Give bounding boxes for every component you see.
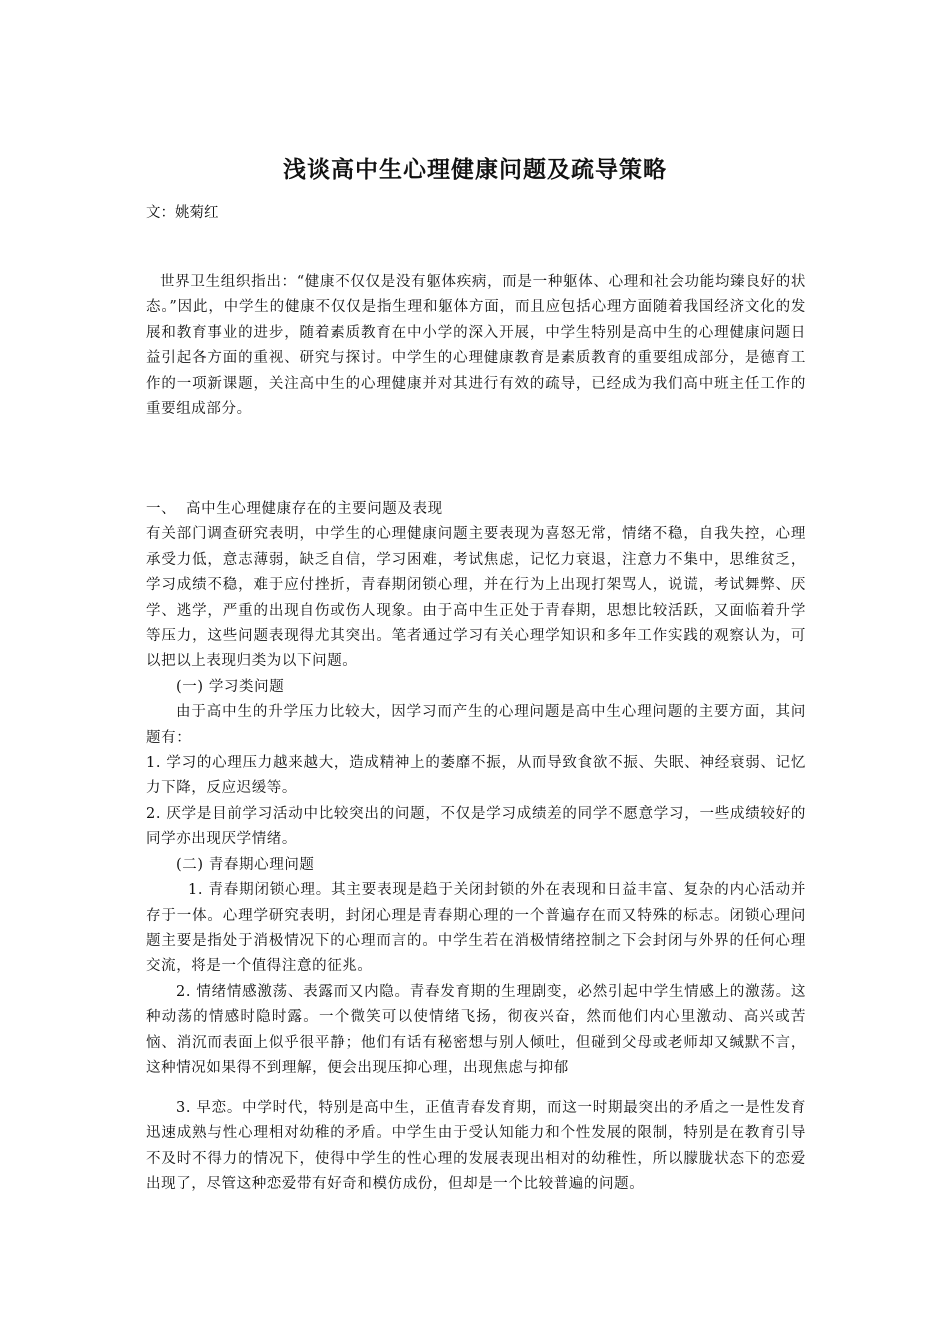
subsection-2-item-2: 2. 情绪情感激荡、表露而又内隐。青春发育期的生理剧变，必然引起中学生情感上的激荡。这种动荡的情感时隐时露。一个微笑可以使情绪飞扬，彻夜兴奋，然而他们内心里激动、高兴或苦恼、消沉而表面上似乎很平静；他们有话有秘密想与别人倾吐，但碰到父母或老师却又缄默不言，这种情况如果得不到理解，便会出现压抑心理，出现焦虑与抑郁: [146, 983, 806, 1076]
subsection-1-item-1: 1. 学习的心理压力越来越大，造成精神上的萎靡不振，从而导致食欲不振、失眠、神经衰弱、记忆力下降，反应迟缓等。: [146, 755, 806, 797]
subsection-1-heading: (一) 学习类问题: [176, 678, 285, 695]
author-line: 文：姚菊红: [146, 205, 219, 221]
section-1-heading: [146, 497, 806, 522]
subsection-2-heading: (二) 青春期心理问题: [176, 856, 315, 873]
subsection-2-item-3: 3. 早恋。中学时代，特别是高中生，正值青春发育期，而这一时期最突出的矛盾之一是性发育迅速成熟与性心理相对幼稚的矛盾。中学生由于受认知能力和个性发展的限制，特别是在教育引导不及时不得力的情况下，使得中学生的性心理的发展表现出相对的幼稚性，所以朦胧状态下的恋爱出现了，尽管这种恋爱带有好奇和模仿成份，但却是一个比较普遍的问题。: [146, 1100, 806, 1193]
subsection-1-intro: 由于高中生的升学压力比较大，因学习而产生的心理问题是高中生心理问题的主要方面，其问题有：: [146, 704, 806, 746]
intro-block: [146, 270, 806, 422]
subsection-1-item-2: 2. 厌学是目前学习活动中比较突出的问题，不仅是学习成绩差的同学不愿意学习，一些成绩较好的同学亦出现厌学情绪。: [146, 805, 806, 848]
section-1-number: 一、: [146, 501, 177, 517]
section-1-body: 有关部门调查研究表明，中学生的心理健康问题主要表现为喜怒无常，情绪不稳，自我失控，心理承受力低，意志薄弱，缺乏自信，学习困难，考试焦虑，记忆力衰退，注意力不集中，思维贫乏，学习成绩不稳，难于应付挫折，青春期闭锁心理，并在行为上出现打架骂人，说谎，考试舞弊、厌学、逃学，严重的出现自伤或伤人现象。由于高中生正处于青春期，思想比较活跃，又面临着升学等压力，这些问题表现得尤其突出。笔者通过学习有关心理学知识和多年工作实践的观察认为，可以把以上表现归类为以下问题。: [146, 526, 806, 670]
document-title: 浅谈高中生心理健康问题及疏导策略: [283, 157, 667, 183]
section-1-title: 高中生心理健康存在的主要问题及表现: [186, 501, 443, 517]
section-1-continued: [146, 1096, 806, 1198]
subsection-2-item-1: 1. 青春期闭锁心理。其主要表现是趋于关闭封锁的外在表现和日益丰富、复杂的内心活动并存于一体。心理学研究表明，封闭心理是青春期心理的一个普遍存在而又特殊的标志。闭锁心理问题主要是指处于消极情况下的心理而言的。中学生若在消极情绪控制之下会封闭与外界的任何心理交流，将是一个值得注意的征兆。: [146, 882, 806, 975]
section-1: [146, 497, 806, 1081]
intro-paragraph: 世界卫生组织指出：“健康不仅仅是没有躯体疾病，而是一种躯体、心理和社会功能均臻良好的状态。”因此，中学生的健康不仅仅是指生理和躯体方面，而且应包括心理方面随着我国经济文化的发展和教育事业的进步，随着素质教育在中小学的深入开展，中学生特别是高中生的心理健康问题日益引起各方面的重视、研究与探讨。中学生的心理健康教育是素质教育的重要组成部分，是德育工作的一项新课题，关注高中生的心理健康并对其进行有效的疏导，已经成为我们高中班主任工作的重要组成部分。: [146, 274, 806, 418]
